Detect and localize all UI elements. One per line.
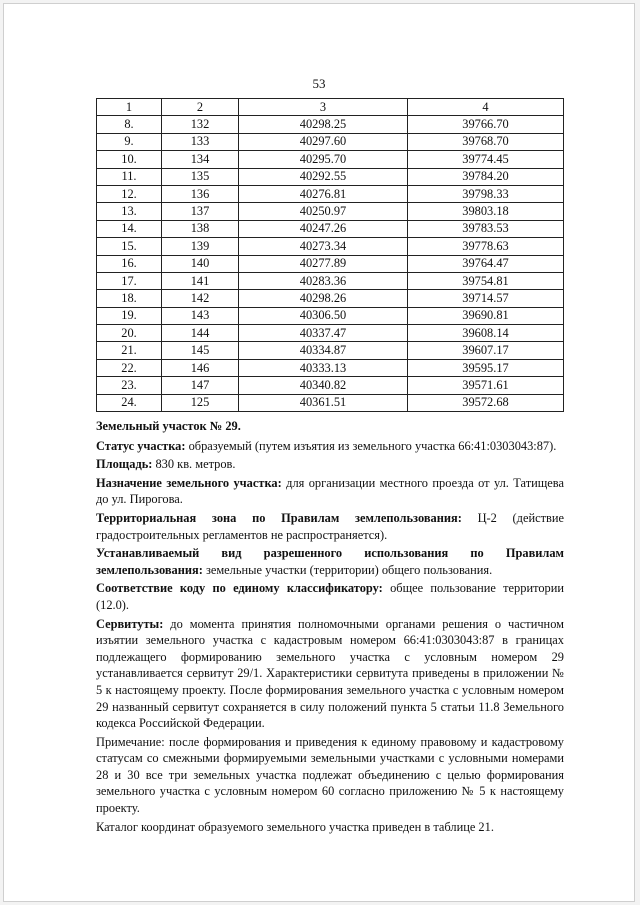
use-value: земельные участки (территории) общего пользования.	[202, 562, 493, 577]
table-cell: 137	[162, 203, 239, 220]
table-cell: 40340.82	[239, 377, 408, 394]
classifier-label: Соответствие коду по единому классификатору:	[96, 581, 383, 596]
table-row	[97, 290, 564, 307]
coordinates-table	[96, 98, 564, 412]
use-label: Устанавливаемый вид разрешенного использования по Правилам землепользования:	[96, 546, 564, 577]
table-cell: 13.	[97, 203, 162, 220]
purpose-value: для организации местного проезда от ул. Татищева до ул. Пирогова.	[96, 475, 564, 507]
table-row	[97, 168, 564, 185]
table-cell: 40298.25	[239, 116, 408, 133]
table-row	[97, 272, 564, 289]
table-cell: 8.	[97, 116, 162, 133]
table-cell: 39595.17	[408, 359, 564, 376]
table-cell: 20.	[97, 325, 162, 342]
zone-label: Территориальная зона по Правилам землепользования:	[96, 510, 462, 525]
table-cell: 141	[162, 272, 239, 289]
table-cell: 146	[162, 359, 239, 376]
area-value: 830 кв. метров.	[152, 457, 236, 472]
table-row	[97, 133, 564, 150]
table-cell: 11.	[97, 168, 162, 185]
page-number: 53	[312, 76, 326, 91]
table-cell: 18.	[97, 290, 162, 307]
table-cell: 39754.81	[408, 272, 564, 289]
table-cell: 10.	[97, 151, 162, 168]
table-cell: 16.	[97, 255, 162, 272]
table-cell: 40334.87	[239, 342, 408, 359]
catalog-paragraph: Каталог координат образуемого земельного участка приведен в таблице 21.	[96, 819, 494, 834]
table-cell: 40298.26	[239, 290, 408, 307]
table-cell: 40297.60	[239, 133, 408, 150]
table-cell: 40333.13	[239, 359, 408, 376]
table-cell: 14.	[97, 220, 162, 237]
table-cell: 147	[162, 377, 239, 394]
table-cell: 24.	[97, 394, 162, 411]
table-cell: 40247.26	[239, 220, 408, 237]
column-header: 4	[408, 99, 564, 116]
table-cell: 39766.70	[408, 116, 564, 133]
table-row	[97, 255, 564, 272]
table-cell: 145	[162, 342, 239, 359]
status-label: Статус участка:	[96, 438, 186, 453]
purpose-label: Назначение земельного участка:	[96, 475, 282, 490]
table-cell: 39768.70	[408, 133, 564, 150]
table-cell: 12.	[97, 185, 162, 202]
servitude-label: Сервитуты:	[96, 616, 164, 631]
table-cell: 39778.63	[408, 238, 564, 255]
table-row	[97, 359, 564, 376]
purpose-paragraph	[96, 475, 564, 508]
table-cell: 39608.14	[408, 325, 564, 342]
table-row	[97, 116, 564, 133]
table-cell: 40250.97	[239, 203, 408, 220]
document-page	[4, 4, 634, 901]
table-cell: 134	[162, 151, 239, 168]
table-cell: 19.	[97, 307, 162, 324]
table-cell: 140	[162, 255, 239, 272]
table-cell: 40306.50	[239, 307, 408, 324]
table-cell: 21.	[97, 342, 162, 359]
table-cell: 40277.89	[239, 255, 408, 272]
table-cell: 138	[162, 220, 239, 237]
table-cell: 40283.36	[239, 272, 408, 289]
zone-paragraph	[96, 510, 564, 543]
table-cell: 136	[162, 185, 239, 202]
servitude-paragraph	[96, 616, 564, 732]
table-row	[97, 203, 564, 220]
table-cell: 133	[162, 133, 239, 150]
table-cell: 22.	[97, 359, 162, 376]
table-cell: 40361.51	[239, 394, 408, 411]
area-paragraph	[96, 456, 564, 473]
table-cell: 125	[162, 394, 239, 411]
table-cell: 15.	[97, 238, 162, 255]
table-cell: 40276.81	[239, 185, 408, 202]
table-cell: 143	[162, 307, 239, 324]
table-row	[97, 325, 564, 342]
table-cell: 39784.20	[408, 168, 564, 185]
table-cell: 40273.34	[239, 238, 408, 255]
classifier-paragraph	[96, 580, 564, 613]
table-cell: 39764.47	[408, 255, 564, 272]
table-row	[97, 394, 564, 411]
table-header-row	[97, 99, 564, 116]
parcel-title: Земельный участок № 29.	[96, 419, 241, 433]
table-cell: 132	[162, 116, 239, 133]
zone-value: Ц-2 (действие градостроительных регламентов не распространяется).	[96, 510, 565, 542]
column-header: 3	[239, 99, 408, 116]
table-cell: 17.	[97, 272, 162, 289]
table-row	[97, 151, 564, 168]
table-row	[97, 220, 564, 237]
table-cell: 40292.55	[239, 168, 408, 185]
status-paragraph	[96, 438, 564, 455]
table-cell: 135	[162, 168, 239, 185]
servitude-value: до момента принятия полномочными органами решения о частичном изъятии земельного участка с кадастровым номером 66:41:0303043:87 в границах подлежащего формированию земельного участка с условным номером 29 устанавливается сервитут 29/1. Характеристики сервитута приведены в приложении № 5 к настоящему проекту. После формирования земельного участка с условным номером 29 названный сервитут сохраняется в силу положений пункта 5 статьи 11.8 Земельного кодекса Российской Федерации.	[96, 616, 564, 731]
table-cell: 39803.18	[408, 203, 564, 220]
table-cell: 39690.81	[408, 307, 564, 324]
table-cell: 39607.17	[408, 342, 564, 359]
table-row	[97, 307, 564, 324]
status-value: образуемый (путем изъятия из земельного участка 66:41:0303043:87).	[185, 438, 557, 453]
use-paragraph	[96, 545, 564, 578]
table-cell: 39783.53	[408, 220, 564, 237]
table-row	[97, 377, 564, 394]
table-cell: 39774.45	[408, 151, 564, 168]
table-row	[97, 342, 564, 359]
table-cell: 39571.61	[408, 377, 564, 394]
table-cell: 39798.33	[408, 185, 564, 202]
table-row	[97, 185, 564, 202]
table-cell: 142	[162, 290, 239, 307]
table-row	[97, 238, 564, 255]
table-cell: 39572.68	[408, 394, 564, 411]
note-paragraph: Примечание: после формирования и приведения к единому правовому и кадастровому статусам со смежными формируемыми земельными участками с условными номерами 28 и 30 все три земельных участка подлежат объединению с целью формирования земельного участка с условным номером 60 согласно приложению № 5 к настоящему проекту.	[96, 734, 564, 816]
table-cell: 9.	[97, 133, 162, 150]
table-cell: 144	[162, 325, 239, 342]
column-header: 1	[97, 99, 162, 116]
area-label: Площадь:	[96, 457, 153, 472]
table-cell: 139	[162, 238, 239, 255]
column-header: 2	[162, 99, 239, 116]
classifier-value: общее пользование территории (12.0).	[96, 581, 564, 612]
parcel-description	[96, 418, 564, 835]
table-cell: 23.	[97, 377, 162, 394]
table-cell: 40295.70	[239, 151, 408, 168]
table-cell: 39714.57	[408, 290, 564, 307]
table-cell: 40337.47	[239, 325, 408, 342]
